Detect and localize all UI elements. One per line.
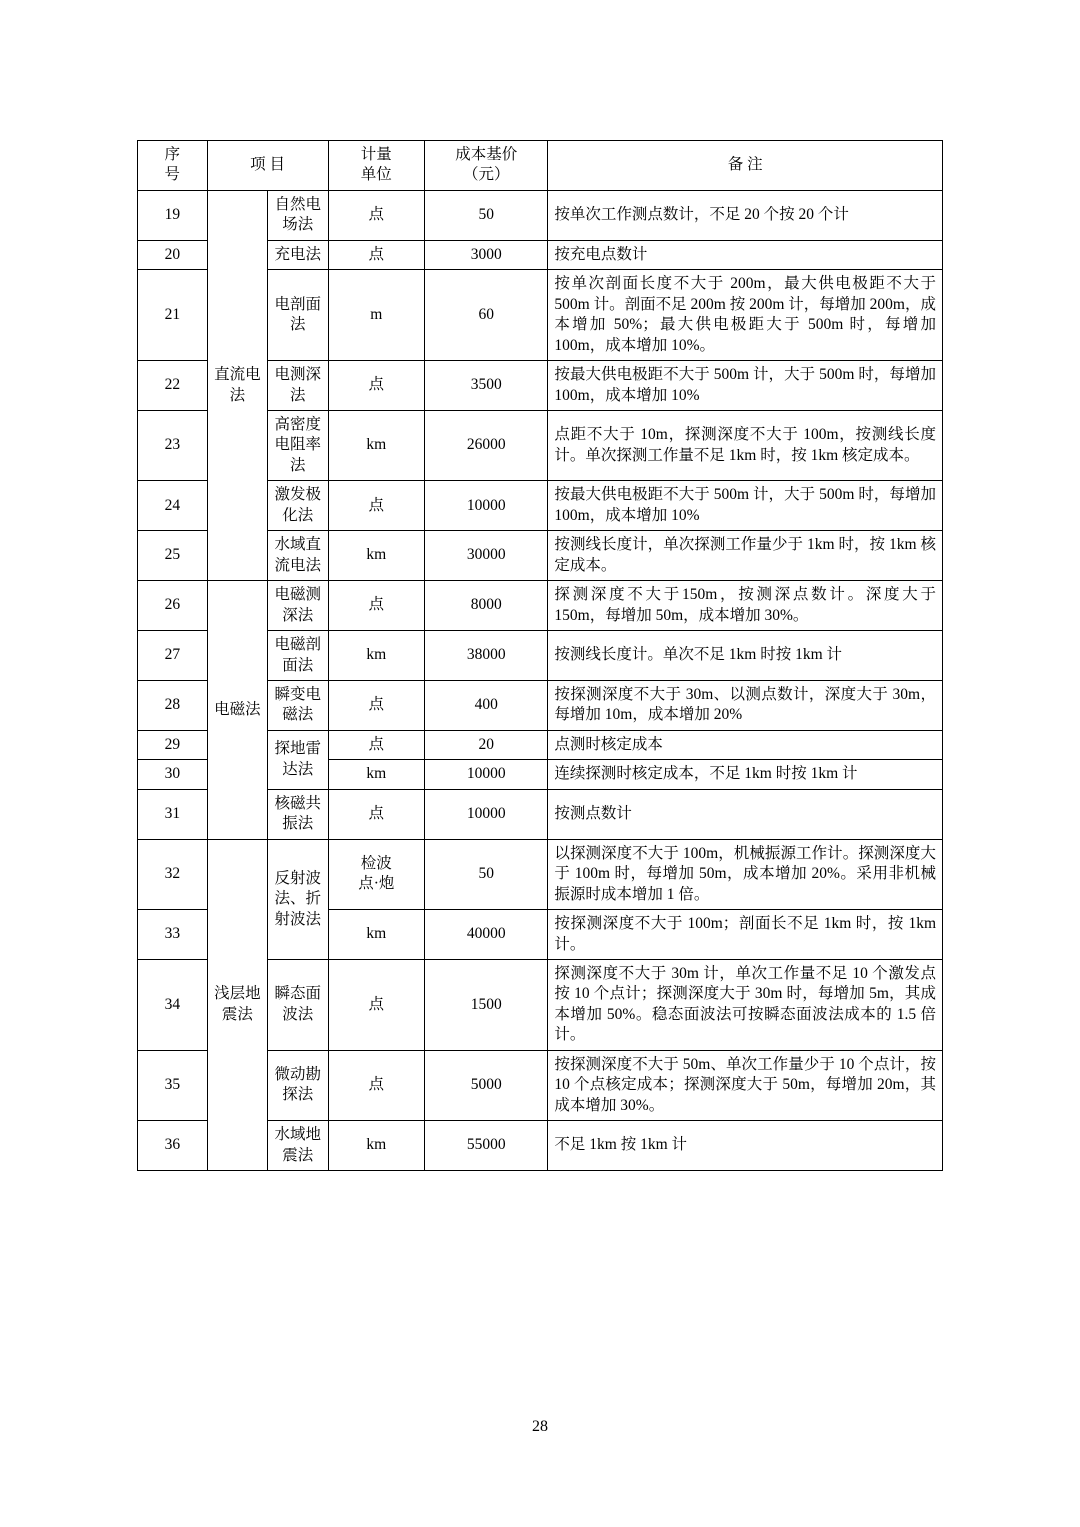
column-header-no	[138, 141, 208, 191]
remark-text: 按单次工作测点数计，不足 20 个按 20 个计	[554, 206, 849, 224]
cell-remark	[548, 531, 943, 581]
cell-remark	[548, 481, 943, 531]
cell-price: 55000	[425, 1121, 548, 1171]
cell-no: 28	[138, 680, 208, 730]
cell-remark	[548, 631, 943, 681]
cell-item: 自然电场法	[268, 190, 328, 240]
remark-text: 按测点数计	[554, 805, 632, 822]
remark-text: 点测时核定成本	[554, 735, 663, 753]
column-header-unit-line1: 计量	[360, 146, 392, 163]
cell-unit: m	[328, 270, 425, 361]
column-header-unit-line2: 单位	[360, 166, 392, 184]
cell-unit: 点	[328, 190, 425, 240]
remark-text: 按探测深度不大于 50m、单次工作量少于 10 个点计，按 10 个点核定成本；探测深度大于 50m，每增加 20m，其成本增加 30%。	[554, 1055, 936, 1114]
cell-unit: 点	[328, 481, 425, 531]
column-header-remark: 备 注	[548, 141, 943, 191]
cell-no: 30	[138, 760, 208, 789]
cell-unit: km	[328, 531, 425, 581]
cell-no: 33	[138, 910, 208, 960]
cell-item: 瞬态面波法	[268, 959, 328, 1050]
cell-price: 60	[425, 270, 548, 361]
cell-remark	[548, 910, 943, 960]
cell-item: 电剖面法	[268, 270, 328, 361]
cell-remark	[548, 240, 943, 269]
remark-text: 按最大供电极距不大于 500m 计，大于 500m 时，每增加 100m，成本增加 10%	[554, 366, 936, 404]
cell-no: 26	[138, 581, 208, 631]
cell-price: 5000	[425, 1050, 548, 1120]
cell-price: 20	[425, 730, 548, 759]
cell-no: 34	[138, 959, 208, 1050]
cell-price: 50	[425, 190, 548, 240]
remark-text: 探测深度不大于150m，按测深点数计。深度大于 150m，每增加 50m，成本增加 30%。	[554, 586, 936, 624]
remark-text: 按探测深度不大于 30m、以测点数计，深度大于 30m，每增加 10m，成本增加 20%	[554, 685, 936, 724]
cell-remark	[548, 270, 943, 361]
remark-text: 按充电点数计	[554, 245, 648, 263]
cell-remark	[548, 361, 943, 411]
remark-text: 连续探测时核定成本，不足 1km 时按 1km 计	[554, 765, 858, 783]
cell-unit: 点	[328, 959, 425, 1050]
cell-unit: 点	[328, 680, 425, 730]
cell-price: 3500	[425, 361, 548, 411]
cell-group: 电磁法	[207, 581, 267, 840]
cell-price: 38000	[425, 631, 548, 681]
cell-item: 电测深法	[268, 361, 328, 411]
cell-price: 10000	[425, 789, 548, 839]
cell-unit: 点	[328, 730, 425, 759]
remark-text: 按探测深度不大于 100m；剖面长不足 1km 时，按 1km 计。	[554, 915, 936, 953]
cell-remark	[548, 190, 943, 240]
column-header-unit	[328, 141, 425, 191]
cell-item: 激发极化法	[268, 481, 328, 531]
cell-unit-line1: 检波	[360, 854, 392, 872]
cell-group: 直流电法	[207, 190, 267, 580]
cell-unit: 点	[328, 1050, 425, 1120]
cell-no: 29	[138, 730, 208, 759]
cell-price: 400	[425, 680, 548, 730]
cell-no: 24	[138, 481, 208, 531]
cell-item: 水域直流电法	[268, 531, 328, 581]
remark-text: 按单次剖面长度不大于 200m，最大供电极距不大于 500m 计。剖面不足 200m 按 200m 计，每增加 200m，成本增加 50%；最大供电极距大于 500m 时，每增加 100m，成本增加 10%。	[554, 275, 936, 354]
cell-price: 50	[425, 839, 548, 909]
cell-item: 反射波法、折射波法	[268, 839, 328, 959]
cell-unit: km	[328, 760, 425, 789]
cell-no: 32	[138, 839, 208, 909]
cell-group: 浅层地震法	[207, 839, 267, 1170]
cell-remark	[548, 410, 943, 480]
column-header-no-line1: 序	[164, 146, 181, 163]
column-header-price	[425, 141, 548, 191]
cell-price: 10000	[425, 481, 548, 531]
cell-price: 10000	[425, 760, 548, 789]
cell-item: 电磁剖面法	[268, 631, 328, 681]
table-row	[138, 839, 943, 909]
cell-remark	[548, 839, 943, 909]
remark-text: 以探测深度不大于 100m，机械振源工作计。探测深度大于 100m 时，每增加 50m，成本增加 20%。采用非机械振源时成本增加 1 倍。	[554, 844, 936, 903]
table-row	[138, 190, 943, 240]
cell-item: 电磁测深法	[268, 581, 328, 631]
cell-unit: km	[328, 631, 425, 681]
column-header-item: 项 目	[207, 141, 328, 191]
cell-remark	[548, 760, 943, 789]
table-header	[138, 141, 943, 191]
cell-price: 1500	[425, 959, 548, 1050]
cell-remark	[548, 730, 943, 759]
cell-price: 3000	[425, 240, 548, 269]
cell-price: 8000	[425, 581, 548, 631]
cell-item: 充电法	[268, 240, 328, 269]
cell-unit	[328, 839, 425, 909]
cell-unit: 点	[328, 789, 425, 839]
column-header-price-line1: 成本基价	[455, 146, 518, 163]
page-number: 28	[532, 1418, 548, 1435]
cell-unit: 点	[328, 240, 425, 269]
cell-no: 35	[138, 1050, 208, 1120]
cell-no: 25	[138, 531, 208, 581]
table-row	[138, 581, 943, 631]
cell-no: 21	[138, 270, 208, 361]
remark-text: 探测深度不大于 30m 计，单次工作量不足 10 个激发点按 10 个点计；探测深度大于 30m 时，每增加 5m，其成本增加 50%。稳态面波法可按瞬态面波法成本的 1.5 倍计。	[554, 964, 936, 1044]
remark-text: 按最大供电极距不大于 500m 计，大于 500m 时，每增加 100m，成本增加 10%	[554, 486, 936, 524]
remark-text: 点距不大于 10m，探测深度不大于 100m，按测线长度计。单次探测工作量不足 1km 时，按 1km 核定成本。	[554, 426, 936, 464]
cell-unit: 点	[328, 581, 425, 631]
cell-price: 40000	[425, 910, 548, 960]
cell-no: 20	[138, 240, 208, 269]
cell-no: 23	[138, 410, 208, 480]
cell-item: 核磁共振法	[268, 789, 328, 839]
cell-remark	[548, 1121, 943, 1171]
cell-unit: km	[328, 410, 425, 480]
remark-text: 不足 1km 按 1km 计	[554, 1136, 688, 1154]
cell-item: 高密度电阻率法	[268, 410, 328, 480]
column-header-no-line2: 号	[164, 166, 181, 184]
cell-price: 30000	[425, 531, 548, 581]
cell-price: 26000	[425, 410, 548, 480]
cell-no: 27	[138, 631, 208, 681]
cell-remark	[548, 680, 943, 730]
cell-no: 36	[138, 1121, 208, 1171]
cell-unit: km	[328, 910, 425, 960]
table-body	[138, 190, 943, 1170]
cell-item: 微动勘探法	[268, 1050, 328, 1120]
cell-item: 水域地震法	[268, 1121, 328, 1171]
cost-table	[137, 140, 943, 1171]
cell-no: 22	[138, 361, 208, 411]
cell-remark	[548, 581, 943, 631]
cell-item: 瞬变电磁法	[268, 680, 328, 730]
column-header-price-line2: （元）	[462, 166, 510, 184]
cell-unit: 点	[328, 361, 425, 411]
cell-unit-line2: 点·炮	[358, 875, 395, 893]
cell-remark	[548, 789, 943, 839]
cell-no: 19	[138, 190, 208, 240]
remark-text: 按测线长度计，单次探测工作量少于 1km 时，按 1km 核定成本。	[554, 536, 936, 574]
cell-remark	[548, 959, 943, 1050]
cell-remark	[548, 1050, 943, 1120]
cell-unit: km	[328, 1121, 425, 1171]
remark-text: 按测线长度计。单次不足 1km 时按 1km 计	[554, 646, 843, 664]
table-header-row	[138, 141, 943, 191]
cell-no: 31	[138, 789, 208, 839]
cell-item: 探地雷达法	[268, 730, 328, 789]
